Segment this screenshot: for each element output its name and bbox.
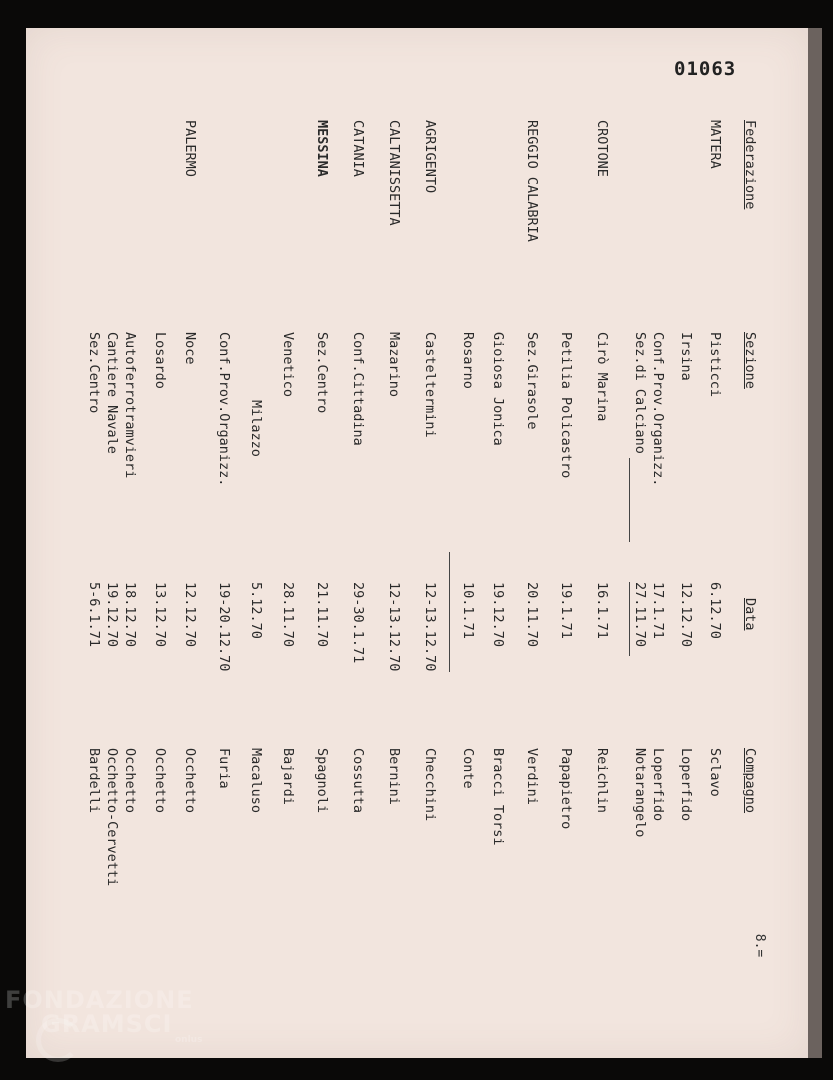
table-row-compagno: Occhetto bbox=[122, 748, 138, 814]
table-row-sezione: Cantiere Navale bbox=[104, 332, 120, 454]
table-row-compagno: Bernini bbox=[386, 748, 402, 805]
table-row-data: 18.12.70 bbox=[122, 582, 138, 648]
table-row-compagno: Bardelli bbox=[86, 748, 102, 814]
sheet-edge bbox=[808, 28, 822, 1058]
table-row-sezione: Sez.di Calciano bbox=[632, 332, 648, 454]
table-row-compagno: Papapietro bbox=[558, 748, 574, 830]
table-row-federazione: PALERMO bbox=[182, 120, 198, 177]
table-row-sezione: Casteltermini bbox=[422, 332, 438, 438]
table-row-data: 21.11.70 bbox=[314, 582, 330, 648]
table-row-data: 12.12.70 bbox=[182, 582, 198, 648]
table-row-data: 6.12.70 bbox=[707, 582, 723, 639]
watermark-line2: GRAMSCI bbox=[41, 1010, 173, 1038]
table-row-data: 5.12.70 bbox=[248, 582, 264, 639]
table-row-data: 12-13.12.70 bbox=[386, 582, 402, 672]
table-row-data: 17.1.71 bbox=[650, 582, 666, 639]
table-row-sezione: Noce bbox=[182, 332, 198, 365]
table-row-federazione: CATANIA bbox=[350, 120, 366, 177]
table-row-compagno: Occhetto bbox=[152, 748, 168, 814]
table-row-compagno: Cossutta bbox=[350, 748, 366, 814]
table-row-sezione: Sez.Girasole bbox=[524, 332, 540, 430]
table-row-data: 19.12.70 bbox=[490, 582, 506, 648]
table-row-sezione: Conf.Prov.Organizz. bbox=[216, 332, 232, 487]
table-row-data: 5-6.1.71 bbox=[86, 582, 102, 648]
table-row-data: 12.12.70 bbox=[678, 582, 694, 648]
table-row-federazione: MATERA bbox=[707, 120, 723, 169]
table-row-compagno: Occhetto bbox=[182, 748, 198, 814]
table-row-compagno: Occhetto-Cervetti bbox=[104, 748, 120, 887]
table-row-data: 16.1.71 bbox=[594, 582, 610, 639]
table-row-data: 19.1.71 bbox=[558, 582, 574, 639]
table-row-sezione: Losardo bbox=[152, 332, 168, 389]
table-row-sezione: Pisticci bbox=[707, 332, 723, 398]
header-data: Data bbox=[742, 598, 758, 631]
table-row-data: 20.11.70 bbox=[524, 582, 540, 648]
table-row-data: 13.12.70 bbox=[152, 582, 168, 648]
page-number: 01063 bbox=[674, 58, 737, 80]
table-row-data: 27.11.70 bbox=[632, 582, 648, 648]
table-row-sezione: Petilia Policastro bbox=[558, 332, 574, 479]
table-row-sezione: Conf.Prov.Organizz. bbox=[650, 332, 666, 487]
table-row-data: 29-30.1.71 bbox=[350, 582, 366, 664]
table-row-data: 19-20.12.70 bbox=[216, 582, 232, 672]
table-row-compagno: Loperfido bbox=[678, 748, 694, 822]
table-row-compagno: Reichlin bbox=[594, 748, 610, 814]
table-row-federazione: CROTONE bbox=[594, 120, 610, 177]
table-row-sezione: Autoferrotramvieri bbox=[122, 332, 138, 479]
table-row-compagno: Bajardi bbox=[280, 748, 296, 805]
table-row-compagno: Spagnoli bbox=[314, 748, 330, 814]
header-federazione: Federazione bbox=[742, 120, 758, 210]
header-sezione: Sezione bbox=[742, 332, 758, 389]
table-row-sezione: Sez.Centro bbox=[86, 332, 102, 414]
table-row-sezione: Gioiosa Jonica bbox=[490, 332, 506, 446]
table-row-compagno: Notarangelo bbox=[632, 748, 648, 838]
table-row-sezione: Rosarno bbox=[460, 332, 476, 389]
table-row-compagno: Checchini bbox=[422, 748, 438, 822]
header-compagno: Compagno bbox=[742, 748, 758, 814]
table-row-compagno: Macaluso bbox=[248, 748, 264, 814]
table-row-federazione: CALTANISSETTA bbox=[386, 120, 402, 226]
table-row-sezione: Conf.Cittadina bbox=[350, 332, 366, 446]
table-row-compagno: Verdini bbox=[524, 748, 540, 805]
table-row-federazione: AGRIGENTO bbox=[422, 120, 438, 194]
table-row-data: 12-13.12.70 bbox=[422, 582, 438, 672]
table-row-compagno: Sclavo bbox=[707, 748, 723, 797]
table-row-federazione: MESSINA bbox=[314, 120, 330, 177]
table-row-compagno: Furia bbox=[216, 748, 232, 789]
table-row-sezione: Mazarino bbox=[386, 332, 402, 398]
table-row-data: 10.1.71 bbox=[460, 582, 476, 639]
table-row-sezione: Sez.Centro bbox=[314, 332, 330, 414]
table-row-compagno: Conte bbox=[460, 748, 476, 789]
table-row-data: 19.12.70 bbox=[104, 582, 120, 648]
table-row-sezione: Venetico bbox=[280, 332, 296, 398]
table-row-compagno: Bracci Torsi bbox=[490, 748, 506, 846]
watermark bbox=[5, 988, 202, 1045]
table-row-data: 28.11.70 bbox=[280, 582, 296, 648]
watermark-line3: onlus bbox=[175, 1035, 203, 1045]
watermark-line1: FONDAZIONE bbox=[5, 986, 194, 1014]
table-row-federazione: REGGIO CALABRIA bbox=[524, 120, 540, 242]
table-row-compagno: Loperfido bbox=[650, 748, 666, 822]
table-row-sezione: Irsina bbox=[678, 332, 694, 381]
table-row-sezione: Milazzo bbox=[248, 400, 264, 457]
table-row-sezione: Cirò Marina bbox=[594, 332, 610, 422]
page-sequence-mark: 8.= bbox=[752, 933, 768, 958]
